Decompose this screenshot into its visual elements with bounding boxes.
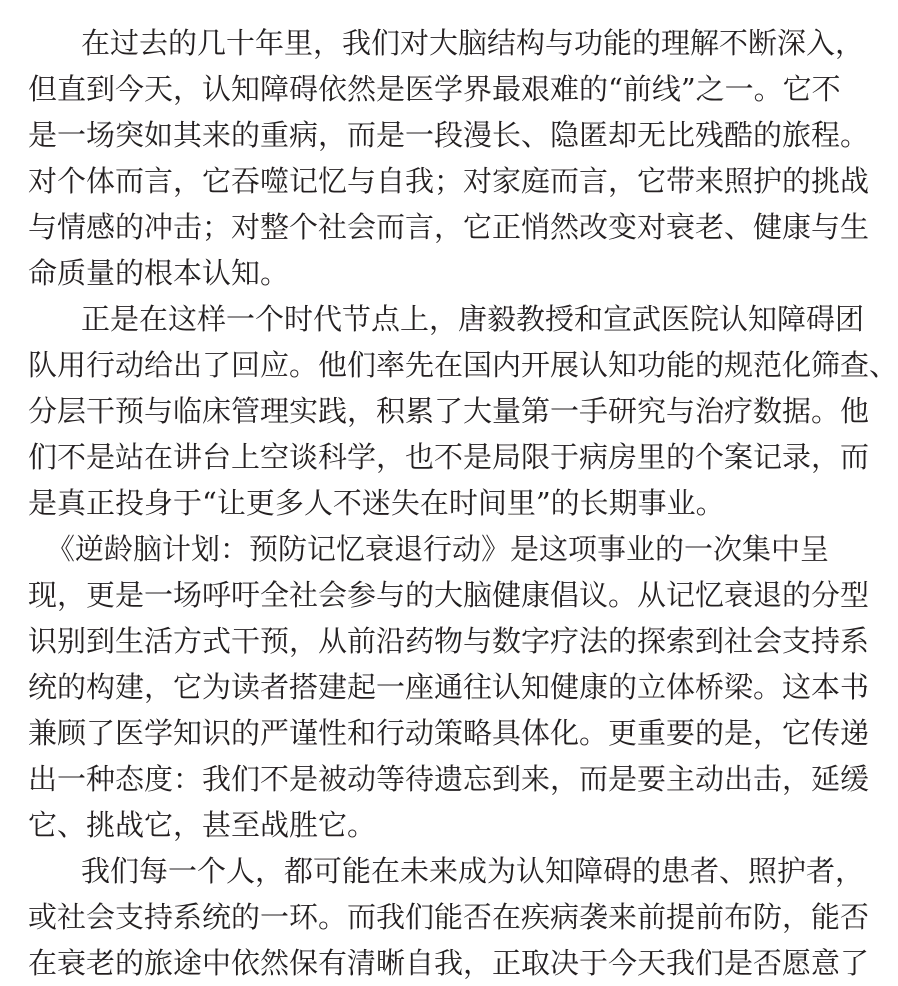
text-line: 与情感的冲击；对整个社会而言，它正悄然改变对衰老、健康与生	[28, 210, 870, 244]
text-line: 是一场突如其来的重病，而是一段漫长、隐匿却无比残酷的旅程。	[28, 118, 870, 152]
text-line: 我们每一个人，都可能在未来成为认知障碍的患者、照护者，	[81, 854, 865, 888]
text-line: 命质量的根本认知。	[28, 256, 290, 290]
text-line: 是真正投身于“让更多人不迷失在时间里”的长期事业。	[28, 486, 725, 520]
text-line: 出一种态度：我们不是被动等待遗忘到来，而是要主动出击，延缓	[28, 762, 870, 796]
document-page	[28, 0, 898, 986]
text-line: 对个体而言，它吞噬记忆与自我；对家庭而言，它带来照护的挑战	[28, 164, 870, 198]
text-line: 或社会支持系统的一环。而我们能否在疾病袭来前提前布防，能否	[28, 900, 870, 934]
text-line: 识别到生活方式干预，从前沿药物与数字疗法的探索到社会支持系	[28, 624, 870, 658]
paragraph	[28, 20, 870, 296]
text-line: 《逆龄脑计划：预防记忆衰退行动》是这项事业的一次集中呈	[46, 532, 830, 566]
text-line: 分层干预与临床管理实践，积累了大量第一手研究与治疗数据。他	[28, 394, 870, 428]
paragraph	[28, 526, 870, 848]
text-line: 现，更是一场呼吁全社会参与的大脑健康倡议。从记忆衰退的分型	[28, 578, 870, 612]
paragraph	[28, 848, 870, 986]
text-line: 们不是站在讲台上空谈科学，也不是局限于病房里的个案记录，而	[28, 440, 870, 474]
text-line: 队用行动给出了回应。他们率先在国内开展认知功能的规范化筛查、	[28, 348, 898, 382]
paragraph	[28, 296, 898, 526]
text-line: 正是在这样一个时代节点上，唐毅教授和宣武医院认知障碍团	[81, 302, 865, 336]
text-line: 统的构建，它为读者搭建起一座通往认知健康的立体桥梁。这本书	[28, 670, 870, 704]
text-line: 但直到今天，认知障碍依然是医学界最艰难的“前线”之一。它不	[28, 72, 841, 106]
text-line: 在过去的几十年里，我们对大脑结构与功能的理解不断深入，	[81, 26, 865, 60]
text-line: 兼顾了医学知识的严谨性和行动策略具体化。更重要的是，它传递	[28, 716, 870, 750]
text-line: 在衰老的旅途中依然保有清晰自我，正取决于今天我们是否愿意了	[28, 946, 870, 980]
text-line: 它、挑战它，甚至战胜它。	[28, 808, 377, 842]
